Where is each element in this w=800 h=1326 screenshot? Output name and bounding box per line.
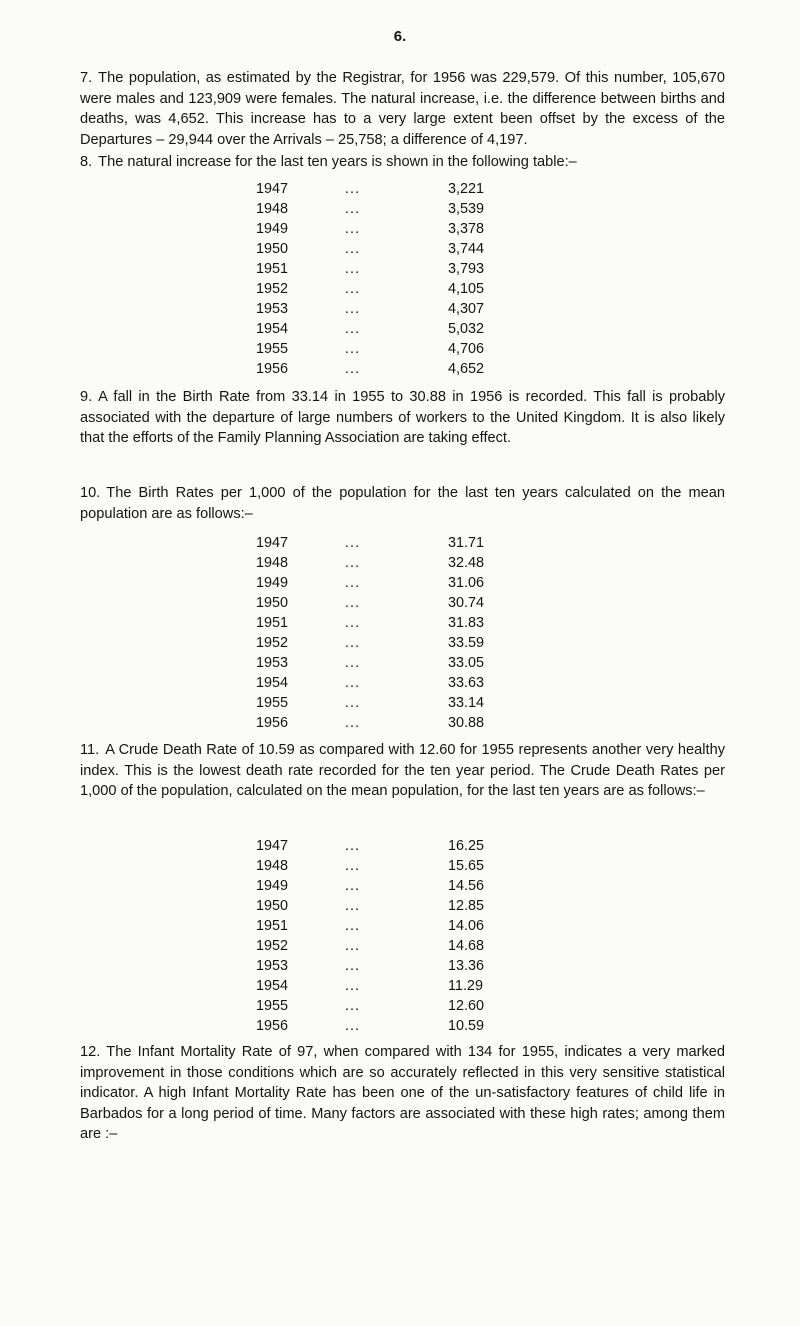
value-cell: 3,221 bbox=[448, 181, 485, 197]
year-cell: 1952 bbox=[256, 635, 289, 651]
table-row bbox=[256, 321, 516, 341]
leader-dots: ... bbox=[345, 615, 360, 631]
leader-dots: ... bbox=[345, 715, 360, 731]
table-row bbox=[256, 261, 516, 281]
value-cell: 33.59 bbox=[448, 635, 485, 651]
leader-dots: ... bbox=[345, 241, 360, 257]
year-cell: 1949 bbox=[256, 575, 289, 591]
leader-dots: ... bbox=[345, 655, 360, 671]
year-cell: 1952 bbox=[256, 938, 289, 954]
value-cell: 31.71 bbox=[448, 535, 485, 551]
table-row bbox=[256, 281, 516, 301]
paragraph-8 bbox=[80, 152, 725, 173]
value-cell: 3,378 bbox=[448, 221, 485, 237]
value-cell: 30.74 bbox=[448, 595, 485, 611]
year-cell: 1948 bbox=[256, 858, 289, 874]
table-row bbox=[256, 201, 516, 221]
paragraph-text: A Crude Death Rate of 10.59 as compared with 12.60 for 1955 represents another very healthy index. This is the lowest death rate recorded for the ten year period. The Crude Death Rates per 1,000 of the population, calculated on the mean population, for the last ten years are as follows:– bbox=[80, 742, 725, 800]
year-cell: 1953 bbox=[256, 655, 289, 671]
leader-dots: ... bbox=[345, 341, 360, 357]
year-cell: 1956 bbox=[256, 715, 289, 731]
leader-dots: ... bbox=[345, 361, 360, 377]
table-row bbox=[256, 361, 516, 381]
table-row bbox=[256, 595, 516, 615]
table-row bbox=[256, 555, 516, 575]
table-row bbox=[256, 978, 516, 998]
leader-dots: ... bbox=[345, 838, 360, 854]
value-cell: 30.88 bbox=[448, 715, 485, 731]
year-cell: 1954 bbox=[256, 321, 289, 337]
leader-dots: ... bbox=[345, 938, 360, 954]
leader-dots: ... bbox=[345, 261, 360, 277]
death-rates-table bbox=[256, 838, 516, 1038]
leader-dots: ... bbox=[345, 858, 360, 874]
table-row bbox=[256, 615, 516, 635]
leader-dots: ... bbox=[345, 878, 360, 894]
leader-dots: ... bbox=[345, 281, 360, 297]
value-cell: 4,307 bbox=[448, 301, 485, 317]
paragraph-number: 7. bbox=[80, 70, 93, 86]
value-cell: 33.63 bbox=[448, 675, 485, 691]
leader-dots: ... bbox=[345, 181, 360, 197]
leader-dots: ... bbox=[345, 595, 360, 611]
year-cell: 1948 bbox=[256, 201, 289, 217]
table-row bbox=[256, 938, 516, 958]
year-cell: 1955 bbox=[256, 695, 289, 711]
paragraph-7 bbox=[80, 68, 725, 150]
value-cell: 4,652 bbox=[448, 361, 485, 377]
leader-dots: ... bbox=[345, 575, 360, 591]
year-cell: 1948 bbox=[256, 555, 289, 571]
value-cell: 33.05 bbox=[448, 655, 485, 671]
year-cell: 1952 bbox=[256, 281, 289, 297]
value-cell: 3,744 bbox=[448, 241, 485, 257]
year-cell: 1949 bbox=[256, 221, 289, 237]
year-cell: 1953 bbox=[256, 958, 289, 974]
leader-dots: ... bbox=[345, 201, 360, 217]
paragraph-text: The Birth Rates per 1,000 of the population for the last ten years calculated on the mean population are as follows:– bbox=[80, 485, 725, 522]
value-cell: 3,539 bbox=[448, 201, 485, 217]
table-row bbox=[256, 575, 516, 595]
leader-dots: ... bbox=[345, 555, 360, 571]
year-cell: 1953 bbox=[256, 301, 289, 317]
paragraph-text: The population, as estimated by the Registrar, for 1956 was 229,579. Of this number, 105,670 were males and 123,909 were females. The natural increase, i.e. the difference between births and deaths, was 4,652. This increase has to a very large extent been offset by the excess of the Departures – 29,944 over the Arrivals – 25,758; a difference of 4,197. bbox=[80, 70, 725, 148]
paragraph-text: The natural increase for the last ten years is shown in the following table:– bbox=[98, 154, 577, 170]
value-cell: 4,706 bbox=[448, 341, 485, 357]
value-cell: 31.06 bbox=[448, 575, 485, 591]
year-cell: 1950 bbox=[256, 898, 289, 914]
year-cell: 1951 bbox=[256, 261, 289, 277]
year-cell: 1954 bbox=[256, 675, 289, 691]
year-cell: 1954 bbox=[256, 978, 289, 994]
leader-dots: ... bbox=[345, 635, 360, 651]
table-row bbox=[256, 998, 516, 1018]
table-row bbox=[256, 918, 516, 938]
leader-dots: ... bbox=[345, 301, 360, 317]
leader-dots: ... bbox=[345, 978, 360, 994]
year-cell: 1950 bbox=[256, 241, 289, 257]
leader-dots: ... bbox=[345, 675, 360, 691]
paragraph-number: 10. bbox=[80, 485, 101, 501]
leader-dots: ... bbox=[345, 1018, 360, 1034]
leader-dots: ... bbox=[345, 998, 360, 1014]
table-row bbox=[256, 635, 516, 655]
paragraph-10 bbox=[80, 483, 725, 524]
table-row bbox=[256, 675, 516, 695]
year-cell: 1951 bbox=[256, 918, 289, 934]
value-cell: 33.14 bbox=[448, 695, 485, 711]
table-row bbox=[256, 715, 516, 735]
table-row bbox=[256, 838, 516, 858]
year-cell: 1951 bbox=[256, 615, 289, 631]
value-cell: 14.68 bbox=[448, 938, 485, 954]
value-cell: 13.36 bbox=[448, 958, 485, 974]
paragraph-number: 8. bbox=[80, 154, 93, 170]
value-cell: 16.25 bbox=[448, 838, 485, 854]
value-cell: 11.29 bbox=[448, 978, 483, 994]
leader-dots: ... bbox=[345, 958, 360, 974]
paragraph-number: 9. bbox=[80, 389, 93, 405]
leader-dots: ... bbox=[345, 321, 360, 337]
value-cell: 15.65 bbox=[448, 858, 485, 874]
leader-dots: ... bbox=[345, 535, 360, 551]
year-cell: 1947 bbox=[256, 181, 289, 197]
table-row bbox=[256, 221, 516, 241]
paragraph-11 bbox=[80, 740, 725, 802]
table-row bbox=[256, 535, 516, 555]
leader-dots: ... bbox=[345, 221, 360, 237]
table-row bbox=[256, 1018, 516, 1038]
value-cell: 3,793 bbox=[448, 261, 485, 277]
paragraph-9 bbox=[80, 387, 725, 449]
paragraph-number: 12. bbox=[80, 1044, 101, 1060]
year-cell: 1956 bbox=[256, 361, 289, 377]
value-cell: 14.56 bbox=[448, 878, 485, 894]
table-row bbox=[256, 241, 516, 261]
value-cell: 10.59 bbox=[448, 1018, 485, 1034]
paragraph-number: 11. bbox=[80, 742, 100, 758]
value-cell: 12.85 bbox=[448, 898, 485, 914]
value-cell: 14.06 bbox=[448, 918, 485, 934]
year-cell: 1955 bbox=[256, 998, 289, 1014]
paragraph-12 bbox=[80, 1042, 725, 1145]
table-row bbox=[256, 958, 516, 978]
table-row bbox=[256, 341, 516, 361]
year-cell: 1949 bbox=[256, 878, 289, 894]
leader-dots: ... bbox=[345, 918, 360, 934]
leader-dots: ... bbox=[345, 695, 360, 711]
year-cell: 1950 bbox=[256, 595, 289, 611]
paragraph-text: The Infant Mortality Rate of 97, when compared with 134 for 1955, indicates a very marked improvement in those conditions which are so accurately reflected in this very sensitive statistical indicator. A high Infant Mortality Rate has been one of the un-satisfactory features of child life in Barbados for a long period of time. Many factors are associated with these high rates; among them are :– bbox=[80, 1044, 725, 1143]
natural-increase-table bbox=[256, 181, 516, 381]
table-row bbox=[256, 181, 516, 201]
year-cell: 1956 bbox=[256, 1018, 289, 1034]
year-cell: 1955 bbox=[256, 341, 289, 357]
table-row bbox=[256, 878, 516, 898]
value-cell: 5,032 bbox=[448, 321, 485, 337]
value-cell: 32.48 bbox=[448, 555, 485, 571]
paragraph-text: A fall in the Birth Rate from 33.14 in 1955 to 30.88 in 1956 is recorded. This fall is probably associated with the departure of large numbers of workers to the United Kingdom. It is also likely that the efforts of the Family Planning Association are taking effect. bbox=[80, 389, 725, 447]
table-row bbox=[256, 898, 516, 918]
year-cell: 1947 bbox=[256, 535, 289, 551]
value-cell: 12.60 bbox=[448, 998, 485, 1014]
year-cell: 1947 bbox=[256, 838, 289, 854]
table-row bbox=[256, 858, 516, 878]
birth-rates-table bbox=[256, 535, 516, 735]
leader-dots: ... bbox=[345, 898, 360, 914]
value-cell: 31.83 bbox=[448, 615, 485, 631]
table-row bbox=[256, 695, 516, 715]
value-cell: 4,105 bbox=[448, 281, 485, 297]
table-row bbox=[256, 301, 516, 321]
table-row bbox=[256, 655, 516, 675]
page-number: 6. bbox=[393, 28, 407, 45]
